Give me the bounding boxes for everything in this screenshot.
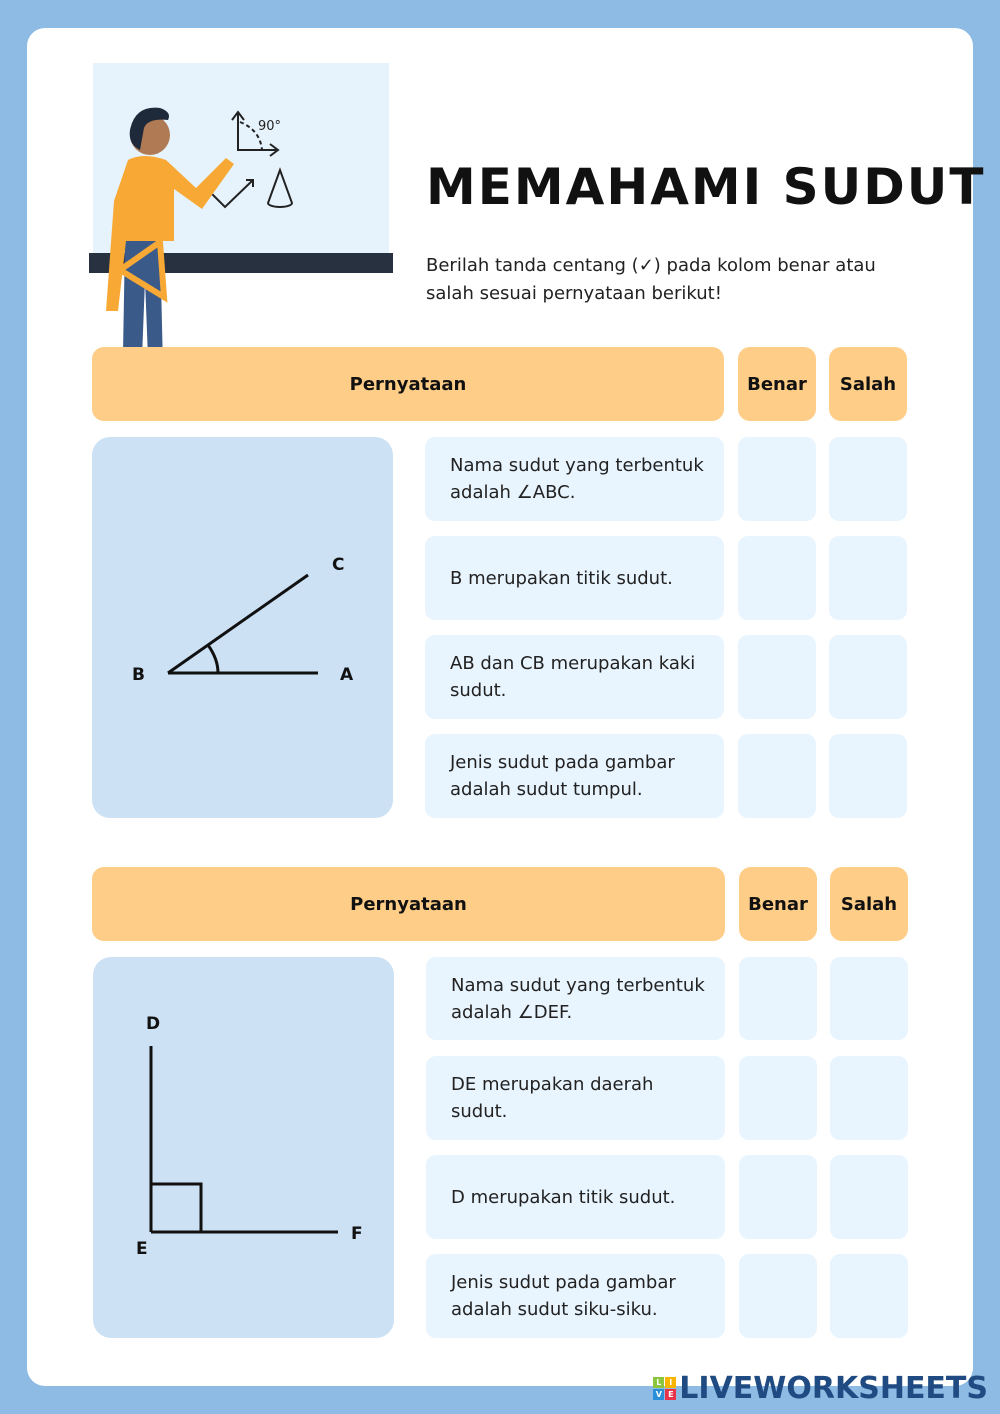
header-statement: Pernyataan bbox=[92, 347, 724, 421]
statement: Jenis sudut pada gambar adalah sudut tumpul. bbox=[425, 734, 724, 818]
label-c: C bbox=[332, 555, 345, 575]
angle-def-figure bbox=[93, 957, 394, 1338]
false-checkbox[interactable] bbox=[829, 635, 907, 719]
logo-icon bbox=[653, 1377, 676, 1400]
false-checkbox[interactable] bbox=[830, 1155, 908, 1239]
logo-letter: V bbox=[653, 1389, 664, 1400]
label-a: A bbox=[340, 665, 354, 685]
true-checkbox[interactable] bbox=[739, 957, 817, 1040]
statement: DE merupakan daerah sudut. bbox=[426, 1056, 725, 1140]
header-false: Salah bbox=[829, 347, 907, 421]
logo-text: LIVEWORKSHEETS bbox=[679, 1371, 988, 1406]
board-90-text: 90° bbox=[258, 119, 282, 134]
statement: AB dan CB merupakan kaki sudut. bbox=[425, 635, 724, 719]
label-e: E bbox=[136, 1239, 148, 1259]
true-checkbox[interactable] bbox=[738, 437, 816, 521]
false-checkbox[interactable] bbox=[830, 1254, 908, 1338]
label-d: D bbox=[146, 1014, 161, 1034]
statement: D merupakan titik sudut. bbox=[426, 1155, 725, 1239]
statement: Nama sudut yang terbentuk adalah ∠DEF. bbox=[426, 957, 725, 1040]
logo-letter: E bbox=[665, 1389, 676, 1400]
logo-letter: L bbox=[653, 1377, 664, 1388]
statement: Nama sudut yang terbentuk adalah ∠ABC. bbox=[425, 437, 724, 521]
instruction-text: Berilah tanda centang (✓) pada kolom benar atau salah sesuai pernyataan berikut! bbox=[426, 255, 876, 304]
liveworksheets-logo[interactable] bbox=[653, 1371, 988, 1406]
false-checkbox[interactable] bbox=[830, 1056, 908, 1140]
false-checkbox[interactable] bbox=[829, 437, 907, 521]
true-checkbox[interactable] bbox=[739, 1254, 817, 1338]
angle-abc-figure bbox=[92, 437, 393, 818]
statement: B merupakan titik sudut. bbox=[425, 536, 724, 620]
page-title: MEMAHAMI SUDUT bbox=[426, 158, 986, 216]
true-checkbox[interactable] bbox=[738, 734, 816, 818]
true-checkbox[interactable] bbox=[738, 536, 816, 620]
header-true: Benar bbox=[738, 347, 816, 421]
true-checkbox[interactable] bbox=[738, 635, 816, 719]
label-f: F bbox=[351, 1224, 363, 1244]
statement: Jenis sudut pada gambar adalah sudut siku-siku. bbox=[426, 1254, 725, 1338]
logo-letter: I bbox=[665, 1377, 676, 1388]
true-checkbox[interactable] bbox=[739, 1056, 817, 1140]
false-checkbox[interactable] bbox=[829, 734, 907, 818]
label-b: B bbox=[132, 665, 145, 685]
header-statement: Pernyataan bbox=[92, 867, 725, 941]
header-false: Salah bbox=[830, 867, 908, 941]
false-checkbox[interactable] bbox=[829, 536, 907, 620]
true-checkbox[interactable] bbox=[739, 1155, 817, 1239]
false-checkbox[interactable] bbox=[830, 957, 908, 1040]
header-true: Benar bbox=[739, 867, 817, 941]
